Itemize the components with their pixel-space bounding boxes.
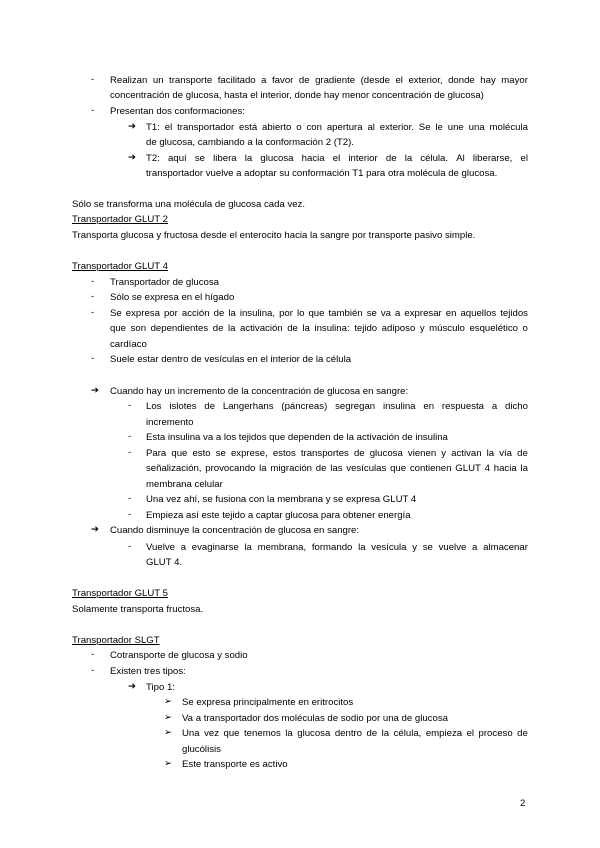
arrow-bullet-icon: ➔ [128,121,137,132]
slgt-item-2: Va a transportador dos moléculas de sodio por una de glucosa [182,713,448,724]
glut4-bullet-4: Suele estar dentro de vesículas en el interior de la célula [110,354,352,365]
list-dash-icon: - [91,105,95,116]
glut4-sub-2: Esta insulina va a los tejidos que dependen de la activación de insulina [146,432,448,443]
t2-line-1: T2: aquí se libera la glucosa hacia el interior de la célula. Al liberarse, el [146,153,528,164]
list-dash-icon: - [128,447,132,458]
glut4-sub-3-line-2: señalización, provocando la migración de las vesículas que contienen GLUT 4 hacia la [146,463,528,474]
arrow-bullet-icon: ➔ [91,524,100,535]
glut4-sub-4: Una vez ahí, se fusiona con la membrana y se expresa GLUT 4 [146,494,417,505]
glut2-text: Transporta glucosa y fructosa desde el enterocito hacia la sangre por transporte pasivo simple. [72,230,476,241]
glut4-heading: Transportador GLUT 4 [72,261,168,272]
arrow-bullet-icon: ➔ [128,152,137,163]
glut2-heading: Transportador GLUT 2 [72,214,168,225]
glut4-bullet-3-line-3: cardíaco [110,339,147,350]
intro-item-1-line-1: Realizan un transporte facilitado a favor de gradiente (desde el exterior, donde hay mayor [110,75,528,86]
slgt-item-4: Este transporte es activo [182,759,288,770]
glut4-bullet-2: Sólo se expresa en el hígado [110,292,235,303]
glut4-bullet-1: Transportador de glucosa [110,277,219,288]
list-dash-icon: - [91,649,95,660]
list-dash-icon: - [91,74,95,85]
list-dash-icon: - [128,400,132,411]
chevron-bullet-icon: ➢ [164,696,173,707]
glut5-heading: Transportador GLUT 5 [72,588,168,599]
slgt-item-3-line-1: Una vez que tenemos la glucosa dentro de la célula, empieza el proceso de [182,728,528,739]
glut4-sub-1-line-2: incremento [146,417,194,428]
slgt-tipo-1: Tipo 1: [146,682,175,693]
t2-line-2: transportador vuelve a adoptar su conformación T1 para otra molécula de glucosa. [146,168,498,179]
list-dash-icon: - [128,493,132,504]
list-dash-icon: - [91,665,95,676]
note-text: Sólo se transforma una molécula de glucosa cada vez. [72,199,306,210]
slgt-bullet-2: Existen tres tipos: [110,666,186,677]
glut5-text: Solamente transporta fructosa. [72,604,204,615]
page-number: 2 [520,798,526,809]
glut4-sub-6-line-2: GLUT 4. [146,557,183,568]
chevron-bullet-icon: ➢ [164,758,173,769]
list-dash-icon: - [91,291,95,302]
list-dash-icon: - [91,353,95,364]
glut4-bullet-3-line-2: que son dependientes de la activación de la insulina: tejido adiposo y músculo esquelético o [110,323,528,334]
glut4-sub-6-line-1: Vuelve a evaginarse la membrana, formando la vesícula y se vuelve a almacenar [146,542,528,553]
intro-item-2: Presentan dos conformaciones: [110,106,245,117]
glut4-bullet-3-line-1: Se expresa por acción de la insulina, por lo que también se va a expresar en aquellos tejidos [110,308,528,319]
intro-item-1-line-2: concentración de glucosa, hasta el interior, donde hay menor concentración de glucosa) [110,90,484,101]
list-dash-icon: - [91,307,95,318]
arrow-bullet-icon: ➔ [91,385,100,396]
glut4-arrow-2: Cuando disminuye la concentración de glucosa en sangre: [110,525,360,536]
list-dash-icon: - [91,276,95,287]
glut4-sub-3-line-3: membrana celular [146,479,223,490]
list-dash-icon: - [128,541,132,552]
glut4-sub-1-line-1: Los islotes de Langerhans (páncreas) segregan insulina en respuesta a dicho [146,401,528,412]
glut4-arrow-1: Cuando hay un incremento de la concentración de glucosa en sangre: [110,386,409,397]
slgt-item-1: Se expresa principalmente en eritrocitos [182,697,354,708]
list-dash-icon: - [128,509,132,520]
glut4-sub-3-line-1: Para que esto se exprese, estos transportes de glucosa vienen y activan la vía de [146,448,528,459]
t1-line-2: de glucosa, cambiando a la conformación 2 (T2). [146,137,354,148]
chevron-bullet-icon: ➢ [164,727,173,738]
t1-line-1: T1: el transportador está abierto o con apertura al exterior. Se le une una molécula [146,122,528,133]
slgt-item-3-line-2: glucólisis [182,744,221,755]
list-dash-icon: - [128,431,132,442]
chevron-bullet-icon: ➢ [164,712,173,723]
slgt-bullet-1: Cotransporte de glucosa y sodio [110,650,248,661]
slgt-heading: Transportador SLGT [72,635,160,646]
arrow-bullet-icon: ➔ [128,681,137,692]
glut4-sub-5: Empieza así este tejido a captar glucosa para obtener energía [146,510,411,521]
